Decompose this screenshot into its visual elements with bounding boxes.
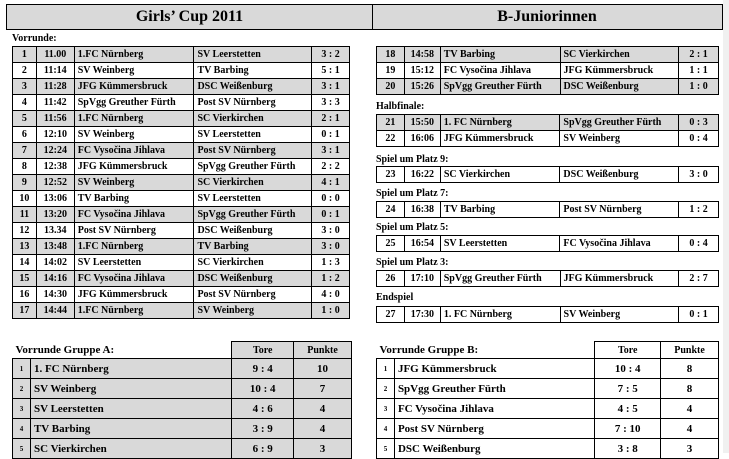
points: 10 xyxy=(294,359,352,379)
title-bar xyxy=(6,4,723,30)
match-time: 16:06 xyxy=(404,131,440,147)
away-team: SV Weinberg xyxy=(560,131,679,147)
match-time: 12:38 xyxy=(36,159,74,175)
team-name: FC Vysočina Jihlava xyxy=(394,399,594,419)
points: 3 xyxy=(294,439,352,459)
match-number: 1 xyxy=(13,47,37,63)
home-team: TV Barbing xyxy=(440,47,560,63)
match-row xyxy=(377,167,719,183)
goals: 9 : 4 xyxy=(232,359,294,379)
home-team: FC Vysočina Jihlava xyxy=(74,271,194,287)
match-time: 17:30 xyxy=(404,307,440,323)
team-name: SpVgg Greuther Fürth xyxy=(394,379,594,399)
match-time: 13:20 xyxy=(36,207,74,223)
match-score: 2 : 1 xyxy=(312,111,350,127)
match-number: 16 xyxy=(13,287,37,303)
home-team: JFG Kümmersbruck xyxy=(74,79,194,95)
match-score: 3 : 1 xyxy=(312,79,350,95)
away-team: SC Vierkirchen xyxy=(560,47,679,63)
platz7-label: Spiel um Platz 7: xyxy=(376,188,449,199)
match-number: 14 xyxy=(13,255,37,271)
match-row xyxy=(377,47,719,63)
away-team: Post SV Nürnberg xyxy=(194,143,312,159)
away-team: SC Vierkirchen xyxy=(194,111,312,127)
match-row xyxy=(13,127,350,143)
home-team: SV Leerstetten xyxy=(74,255,194,271)
points: 4 xyxy=(661,419,719,439)
halbfinale-label: Halbfinale: xyxy=(376,101,425,112)
match-score: 0 : 1 xyxy=(679,307,719,323)
match-row xyxy=(13,47,350,63)
platz9-table xyxy=(376,166,719,183)
platz7-table xyxy=(376,201,719,218)
match-number: 27 xyxy=(377,307,405,323)
match-number: 12 xyxy=(13,223,37,239)
away-team: SV Leerstetten xyxy=(194,127,312,143)
match-row xyxy=(13,255,350,271)
match-time: 12:10 xyxy=(36,127,74,143)
match-score: 3 : 0 xyxy=(679,167,719,183)
standings-row xyxy=(13,359,352,379)
match-score: 3 : 0 xyxy=(312,223,350,239)
match-number: 2 xyxy=(13,63,37,79)
match-row xyxy=(13,271,350,287)
match-score: 1 : 3 xyxy=(312,255,350,271)
match-time: 11:14 xyxy=(36,63,74,79)
home-team: 1. FC Nürnberg xyxy=(440,115,560,131)
home-team: TV Barbing xyxy=(74,191,194,207)
gruppe-b-punkte-header: Punkte xyxy=(661,342,719,359)
match-score: 3 : 2 xyxy=(312,47,350,63)
match-score: 0 : 4 xyxy=(679,131,719,147)
match-time: 17:10 xyxy=(404,271,440,287)
standings-row xyxy=(13,439,352,459)
match-row xyxy=(377,79,719,95)
rank: 3 xyxy=(13,399,31,419)
home-team: TV Barbing xyxy=(440,202,560,218)
vorrunde-label: Vorrunde: xyxy=(12,33,57,44)
home-team: 1.FC Nürnberg xyxy=(74,303,194,319)
gruppe-b-label: Vorrunde Gruppe B: xyxy=(377,342,595,359)
match-number: 7 xyxy=(13,143,37,159)
match-number: 22 xyxy=(377,131,405,147)
category-title: B-Juniorinnen xyxy=(497,8,597,25)
match-number: 10 xyxy=(13,191,37,207)
standings-row xyxy=(377,399,719,419)
away-team: TV Barbing xyxy=(194,63,312,79)
home-team: Post SV Nürnberg xyxy=(74,223,194,239)
away-team: SpVgg Greuther Fürth xyxy=(194,207,312,223)
home-team: SpVgg Greuther Fürth xyxy=(440,271,560,287)
match-score: 1 : 1 xyxy=(679,63,719,79)
match-time: 15:50 xyxy=(404,115,440,131)
team-name: 1. FC Nürnberg xyxy=(30,359,231,379)
home-team: SV Weinberg xyxy=(74,175,194,191)
platz9-label: Spiel um Platz 9: xyxy=(376,154,449,165)
goals: 6 : 9 xyxy=(232,439,294,459)
match-number: 15 xyxy=(13,271,37,287)
team-name: JFG Kümmersbruck xyxy=(394,359,594,379)
match-time: 15:12 xyxy=(404,63,440,79)
match-score: 2 : 2 xyxy=(312,159,350,175)
match-score: 1 : 2 xyxy=(312,271,350,287)
match-number: 6 xyxy=(13,127,37,143)
match-time: 14:58 xyxy=(404,47,440,63)
home-team: 1.FC Nürnberg xyxy=(74,239,194,255)
away-team: Post SV Nürnberg xyxy=(560,202,679,218)
scrollbar[interactable] xyxy=(723,0,729,453)
home-team: SV Weinberg xyxy=(74,127,194,143)
home-team: SV Leerstetten xyxy=(440,236,560,252)
away-team: Post SV Nürnberg xyxy=(194,95,312,111)
match-time: 14:16 xyxy=(36,271,74,287)
home-team: SpVgg Greuther Fürth xyxy=(74,95,194,111)
away-team: SpVgg Greuther Fürth xyxy=(194,159,312,175)
match-row xyxy=(377,271,719,287)
match-number: 25 xyxy=(377,236,405,252)
points: 3 xyxy=(661,439,719,459)
standings-row xyxy=(377,379,719,399)
match-row xyxy=(13,79,350,95)
match-time: 16:38 xyxy=(404,202,440,218)
match-time: 13:06 xyxy=(36,191,74,207)
match-row xyxy=(377,307,719,323)
match-time: 12:24 xyxy=(36,143,74,159)
home-team: 1.FC Nürnberg xyxy=(74,47,194,63)
match-row xyxy=(13,95,350,111)
team-name: SV Leerstetten xyxy=(30,399,231,419)
match-row xyxy=(13,143,350,159)
points: 4 xyxy=(294,399,352,419)
away-team: JFG Kümmersbruck xyxy=(560,271,679,287)
home-team: 1.FC Nürnberg xyxy=(74,111,194,127)
match-row xyxy=(377,236,719,252)
away-team: DSC Weißenburg xyxy=(194,271,312,287)
match-score: 1 : 2 xyxy=(679,202,719,218)
match-row xyxy=(13,191,350,207)
away-team: FC Vysočina Jihlava xyxy=(560,236,679,252)
match-row xyxy=(377,131,719,147)
match-score: 0 : 4 xyxy=(679,236,719,252)
rank: 5 xyxy=(377,439,395,459)
away-team: TV Barbing xyxy=(194,239,312,255)
gruppe-b-tore-header: Tore xyxy=(595,342,661,359)
match-time: 11:28 xyxy=(36,79,74,95)
match-number: 3 xyxy=(13,79,37,95)
goals: 7 : 10 xyxy=(595,419,661,439)
match-time: 16:22 xyxy=(404,167,440,183)
platz3-table xyxy=(376,270,719,287)
goals: 4 : 5 xyxy=(595,399,661,419)
match-row xyxy=(13,63,350,79)
away-team: SV Leerstetten xyxy=(194,191,312,207)
rank: 2 xyxy=(13,379,31,399)
match-score: 3 : 1 xyxy=(312,143,350,159)
match-row xyxy=(13,223,350,239)
match-score: 1 : 0 xyxy=(679,79,719,95)
rank: 4 xyxy=(377,419,395,439)
match-row xyxy=(13,175,350,191)
endspiel-table xyxy=(376,306,719,323)
match-time: 13.34 xyxy=(36,223,74,239)
gruppe-a-tore-header: Tore xyxy=(232,342,294,359)
right-top-table xyxy=(376,46,719,95)
endspiel-label: Endspiel xyxy=(376,292,414,303)
match-number: 23 xyxy=(377,167,405,183)
standings-row xyxy=(13,419,352,439)
gruppe-a-label: Vorrunde Gruppe A: xyxy=(13,342,232,359)
away-team: SV Leerstetten xyxy=(194,47,312,63)
gruppe-a-punkte-header: Punkte xyxy=(294,342,352,359)
vorrunde-table xyxy=(12,46,350,319)
match-score: 0 : 1 xyxy=(312,207,350,223)
away-team: SC Vierkirchen xyxy=(194,175,312,191)
match-row xyxy=(377,63,719,79)
match-number: 8 xyxy=(13,159,37,175)
away-team: DSC Weißenburg xyxy=(194,223,312,239)
match-time: 14:02 xyxy=(36,255,74,271)
goals: 4 : 6 xyxy=(232,399,294,419)
match-score: 3 : 0 xyxy=(312,239,350,255)
away-team: DSC Weißenburg xyxy=(560,167,679,183)
away-team: Post SV Nürnberg xyxy=(194,287,312,303)
rank: 1 xyxy=(13,359,31,379)
match-row xyxy=(13,159,350,175)
standings-row xyxy=(377,419,719,439)
match-time: 11:56 xyxy=(36,111,74,127)
match-number: 24 xyxy=(377,202,405,218)
standings-row xyxy=(13,379,352,399)
away-team: SV Weinberg xyxy=(194,303,312,319)
team-name: DSC Weißenburg xyxy=(394,439,594,459)
rank: 4 xyxy=(13,419,31,439)
match-time: 11.00 xyxy=(36,47,74,63)
match-time: 12:52 xyxy=(36,175,74,191)
match-score: 4 : 1 xyxy=(312,175,350,191)
match-score: 0 : 3 xyxy=(679,115,719,131)
points: 8 xyxy=(661,379,719,399)
match-time: 14:44 xyxy=(36,303,74,319)
standings-row xyxy=(377,439,719,459)
goals: 7 : 5 xyxy=(595,379,661,399)
gruppe-b-table xyxy=(376,341,719,459)
home-team: SC Vierkirchen xyxy=(440,167,560,183)
match-number: 9 xyxy=(13,175,37,191)
match-time: 11:42 xyxy=(36,95,74,111)
rank: 5 xyxy=(13,439,31,459)
match-number: 13 xyxy=(13,239,37,255)
match-score: 0 : 1 xyxy=(312,127,350,143)
goals: 3 : 8 xyxy=(595,439,661,459)
team-name: SV Weinberg xyxy=(30,379,231,399)
match-number: 26 xyxy=(377,271,405,287)
match-row xyxy=(377,115,719,131)
match-row xyxy=(377,202,719,218)
match-number: 11 xyxy=(13,207,37,223)
match-score: 0 : 0 xyxy=(312,191,350,207)
home-team: FC Vysočina Jihlava xyxy=(440,63,560,79)
rank: 3 xyxy=(377,399,395,419)
home-team: SV Weinberg xyxy=(74,63,194,79)
match-row xyxy=(13,303,350,319)
rank: 2 xyxy=(377,379,395,399)
away-team: DSC Weißenburg xyxy=(194,79,312,95)
match-score: 5 : 1 xyxy=(312,63,350,79)
match-score: 3 : 3 xyxy=(312,95,350,111)
goals: 10 : 4 xyxy=(595,359,661,379)
tournament-title: Girls’ Cup 2011 xyxy=(135,8,244,25)
rank: 1 xyxy=(377,359,395,379)
match-number: 4 xyxy=(13,95,37,111)
match-score: 4 : 0 xyxy=(312,287,350,303)
platz3-label: Spiel um Platz 3: xyxy=(376,257,449,268)
points: 7 xyxy=(294,379,352,399)
away-team: SpVgg Greuther Fürth xyxy=(560,115,679,131)
home-team: 1. FC Nürnberg xyxy=(440,307,560,323)
match-number: 21 xyxy=(377,115,405,131)
standings-row xyxy=(377,359,719,379)
halbfinale-table xyxy=(376,114,719,147)
team-name: SC Vierkirchen xyxy=(30,439,231,459)
match-number: 17 xyxy=(13,303,37,319)
home-team: JFG Kümmersbruck xyxy=(74,159,194,175)
match-row xyxy=(13,287,350,303)
points: 4 xyxy=(661,399,719,419)
team-name: Post SV Nürnberg xyxy=(394,419,594,439)
match-number: 18 xyxy=(377,47,405,63)
match-row xyxy=(13,239,350,255)
match-number: 5 xyxy=(13,111,37,127)
away-team: SC Vierkirchen xyxy=(194,255,312,271)
home-team: JFG Kümmersbruck xyxy=(74,287,194,303)
away-team: SV Weinberg xyxy=(560,307,679,323)
away-team: DSC Weißenburg xyxy=(560,79,679,95)
platz5-label: Spiel um Platz 5: xyxy=(376,222,449,233)
home-team: JFG Kümmersbruck xyxy=(440,131,560,147)
match-time: 13:48 xyxy=(36,239,74,255)
match-number: 19 xyxy=(377,63,405,79)
points: 4 xyxy=(294,419,352,439)
match-row xyxy=(13,111,350,127)
team-name: TV Barbing xyxy=(30,419,231,439)
home-team: FC Vysočina Jihlava xyxy=(74,207,194,223)
match-row xyxy=(13,207,350,223)
goals: 10 : 4 xyxy=(232,379,294,399)
match-time: 16:54 xyxy=(404,236,440,252)
match-score: 2 : 1 xyxy=(679,47,719,63)
match-time: 14:30 xyxy=(36,287,74,303)
gruppe-a-table xyxy=(12,341,352,459)
match-score: 2 : 7 xyxy=(679,271,719,287)
match-score: 1 : 0 xyxy=(312,303,350,319)
points: 8 xyxy=(661,359,719,379)
platz5-table xyxy=(376,235,719,252)
home-team: FC Vysočina Jihlava xyxy=(74,143,194,159)
match-number: 20 xyxy=(377,79,405,95)
away-team: JFG Kümmersbruck xyxy=(560,63,679,79)
home-team: SpVgg Greuther Fürth xyxy=(440,79,560,95)
match-time: 15:26 xyxy=(404,79,440,95)
goals: 3 : 9 xyxy=(232,419,294,439)
standings-row xyxy=(13,399,352,419)
